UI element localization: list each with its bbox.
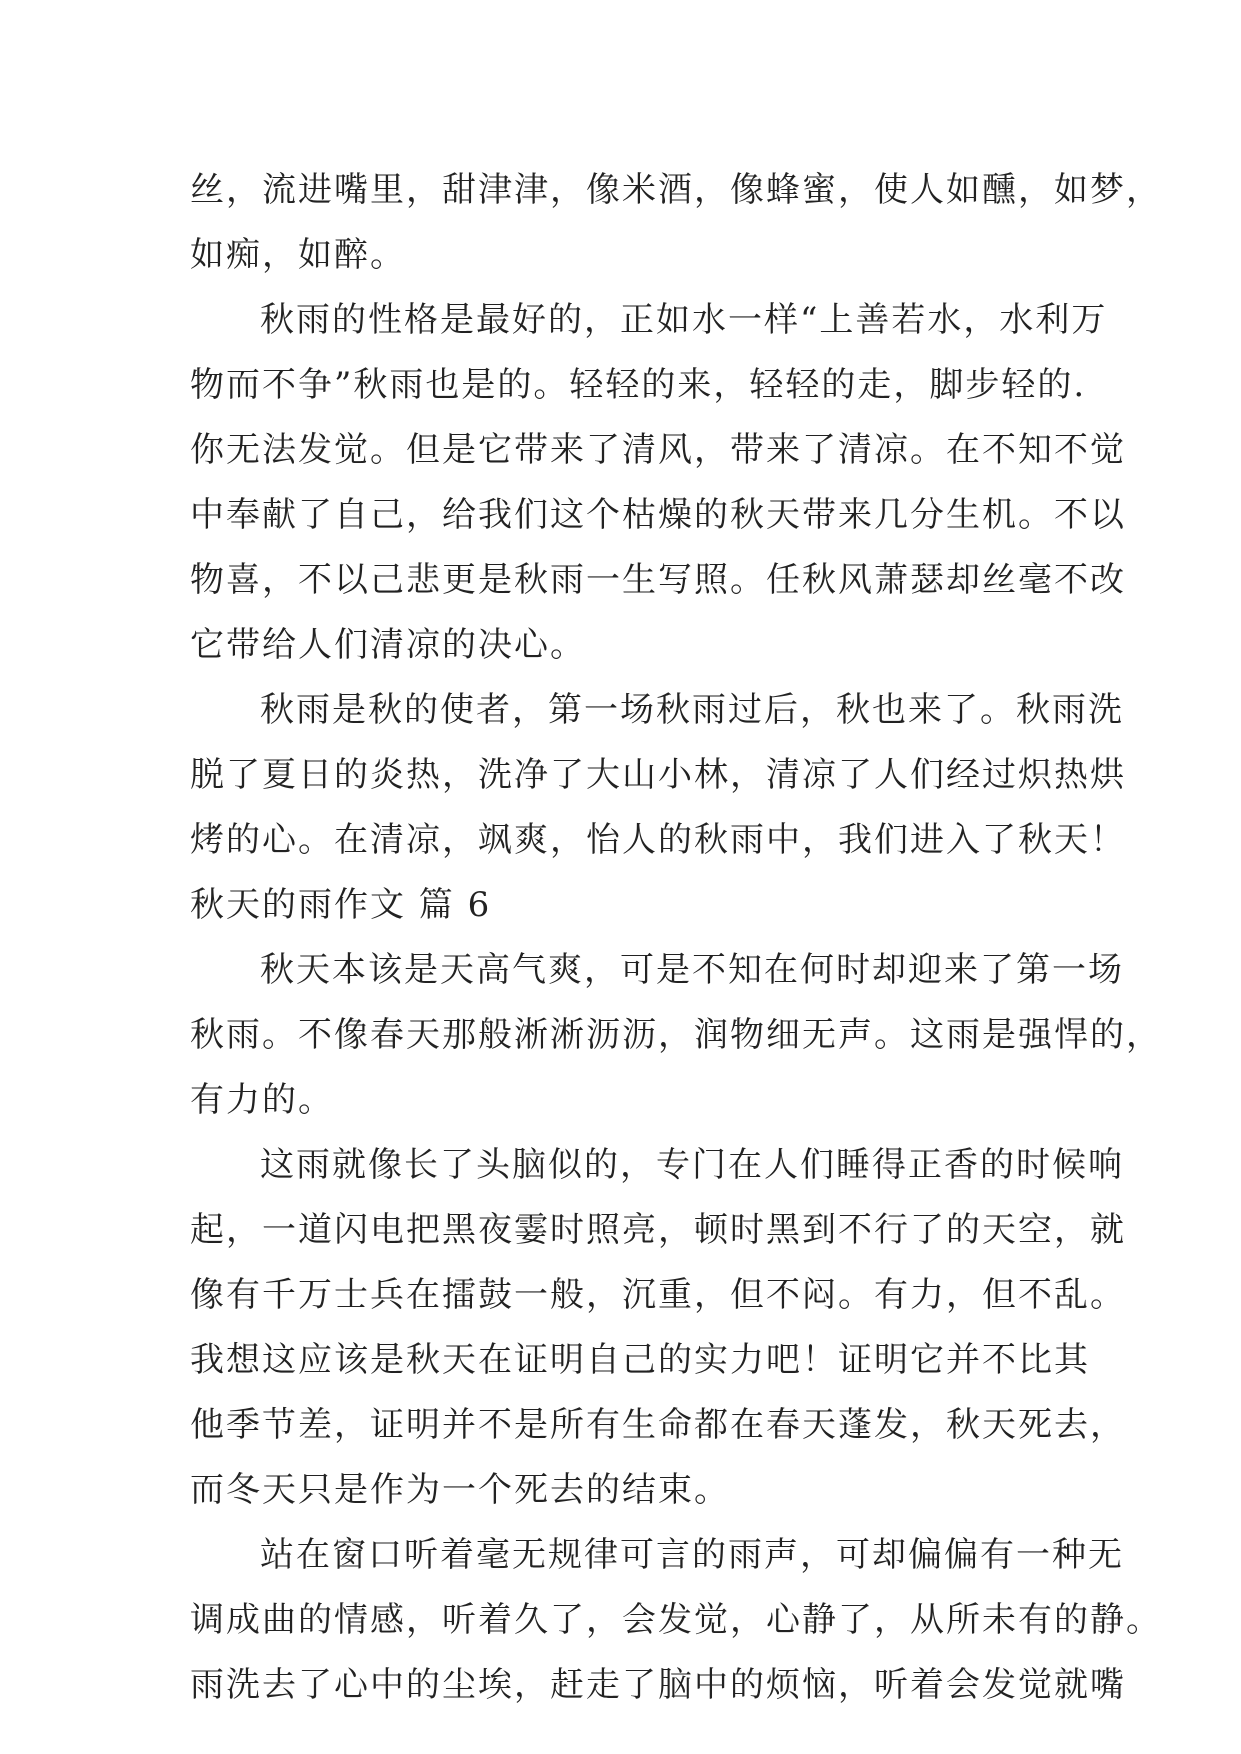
text-line: 如痴，如醉。 bbox=[190, 235, 406, 275]
text-line: 物喜，不以己悲更是秋雨一生写照。任秋风萧瑟却丝毫不改 bbox=[190, 560, 1126, 600]
text-line: 像有千万士兵在擂鼓一般，沉重，但不闷。有力，但不乱。 bbox=[190, 1275, 1126, 1315]
paragraph-start-line: 秋天本该是天高气爽，可是不知在何时却迎来了第一场 bbox=[260, 950, 1124, 990]
text-line: 物而不争”秋雨也是的。轻轻的来，轻轻的走，脚步轻的. bbox=[190, 365, 1087, 405]
paragraph-start-line: 秋雨是秋的使者，第一场秋雨过后，秋也来了。秋雨洗 bbox=[260, 690, 1124, 730]
text-line: 起，一道闪电把黑夜霎时照亮，顿时黑到不行了的天空，就 bbox=[190, 1210, 1126, 1250]
text-line: 我想这应该是秋天在证明自己的实力吧！证明它并不比其 bbox=[190, 1340, 1090, 1380]
text-line: 烤的心。在清凉，飒爽，怡人的秋雨中，我们进入了秋天！ bbox=[190, 820, 1126, 860]
paragraph-start-line: 秋雨的性格是最好的，正如水一样“上善若水，水利万 bbox=[260, 300, 1108, 340]
paragraph-start-line: 站在窗口听着毫无规律可言的雨声，可却偏偏有一种无 bbox=[260, 1535, 1124, 1575]
essay-text bbox=[190, 158, 1162, 1718]
section-heading: 秋天的雨作文 篇 6 bbox=[190, 885, 492, 925]
text-line: 它带给人们清凉的决心。 bbox=[190, 625, 586, 665]
text-line: 秋雨。不像春天那般淅淅沥沥，润物细无声。这雨是强悍的， bbox=[190, 1015, 1162, 1055]
text-line: 有力的。 bbox=[190, 1080, 334, 1120]
text-line: 你无法发觉。但是它带来了清风，带来了清凉。在不知不觉 bbox=[190, 430, 1126, 470]
text-line: 中奉献了自己，给我们这个枯燥的秋天带来几分生机。不以 bbox=[190, 495, 1126, 535]
text-line: 雨洗去了心中的尘埃，赶走了脑中的烦恼，听着会发觉就嘴 bbox=[190, 1665, 1126, 1705]
text-line: 他季节差，证明并不是所有生命都在春天蓬发，秋天死去， bbox=[190, 1405, 1126, 1445]
paragraph-start-line: 这雨就像长了头脑似的，专门在人们睡得正香的时候响 bbox=[260, 1145, 1124, 1185]
text-line: 脱了夏日的炎热，洗净了大山小林，清凉了人们经过炽热烘 bbox=[190, 755, 1126, 795]
text-line: 而冬天只是作为一个死去的结束。 bbox=[190, 1470, 730, 1510]
text-line: 丝，流进嘴里，甜津津，像米酒，像蜂蜜，使人如醺，如梦， bbox=[190, 170, 1162, 210]
text-line: 调成曲的情感，听着久了，会发觉，心静了，从所未有的静。 bbox=[190, 1600, 1162, 1640]
